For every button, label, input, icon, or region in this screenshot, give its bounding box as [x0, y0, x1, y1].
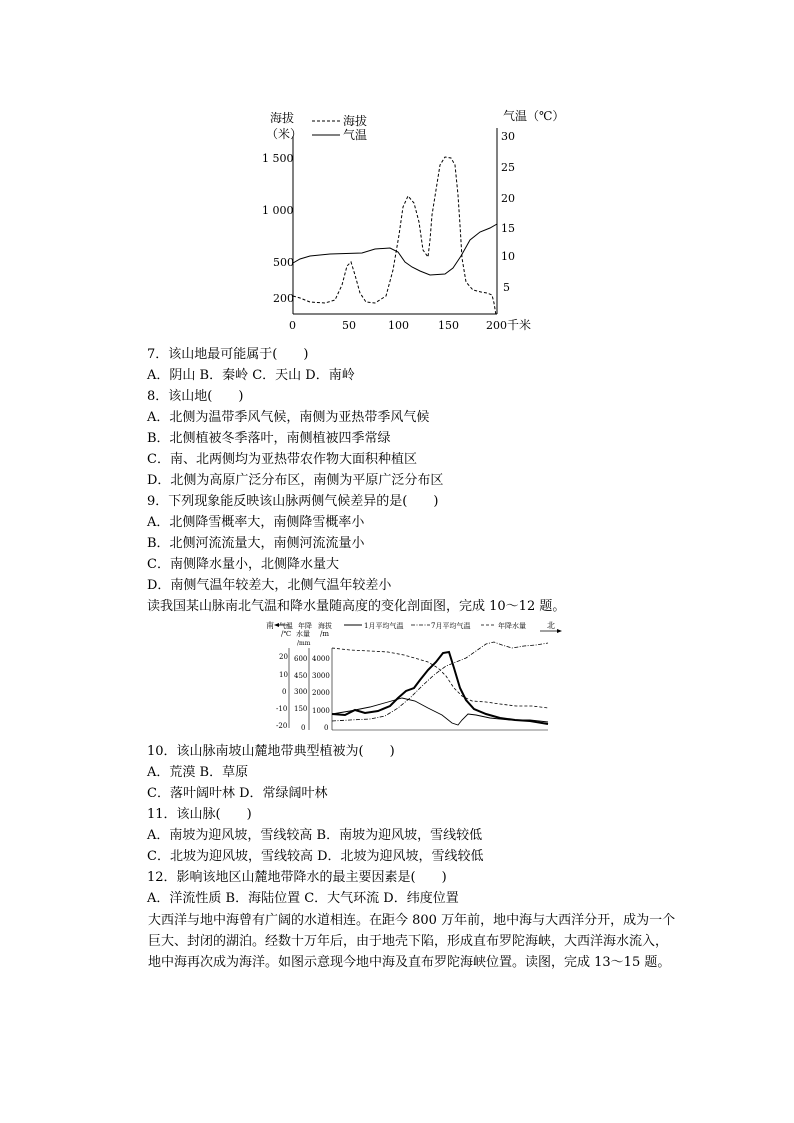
legend-jan: 1月平均气温	[364, 622, 404, 630]
alt-tick: 0	[324, 724, 329, 732]
question-9-option-a: A．北侧降雪概率大，南侧降雪概率小	[147, 515, 365, 530]
precip-tick: 300	[294, 688, 308, 696]
question-7: 7．该山地最可能属于( )	[147, 347, 309, 362]
left-axis-title-1: 海拔	[270, 111, 295, 125]
right-tick: 15	[501, 222, 515, 235]
north-label: 北	[547, 621, 555, 630]
question-11-options-cd: C．北坡为迎风坡，雪线较高 D．北坡为迎风坡，雪线较低	[147, 849, 484, 864]
temp-tick: 10	[279, 671, 288, 679]
legend-jul: 7月平均气温	[431, 622, 471, 630]
question-9-option-d: D．南侧气温年较差大，北侧气温年较差小	[147, 578, 392, 593]
question-8-option-b: B．北侧植被冬季落叶，南侧植被四季常绿	[147, 431, 391, 446]
temp-tick: -20	[276, 722, 288, 730]
question-7-options: A．阴山 B．秦岭 C．天山 D．南岭	[147, 368, 355, 383]
x-tick: 150	[438, 319, 459, 332]
terrain-profile	[332, 652, 548, 724]
legend-temperature: 气温	[343, 128, 368, 142]
col-alt-2: /m	[320, 630, 329, 638]
question-8-option-d: D．北侧为高原广泛分布区，南侧为平原广泛分布区	[147, 473, 444, 488]
question-8-option-c: C．南、北两侧均为亚热带农作物大面积种植区	[147, 452, 417, 467]
x-tick: 50	[342, 319, 356, 332]
mountain-profile-chart	[0, 618, 794, 738]
col-precip-2: 水量	[296, 630, 310, 638]
precip-tick: 600	[294, 655, 308, 663]
question-8-option-a: A．北侧为温带季风气候，南侧为亚热带季风气候	[147, 410, 430, 425]
question-10-options-cd: C．落叶阔叶林 D．常绿阔叶林	[147, 786, 328, 801]
altitude-temperature-chart	[0, 0, 794, 340]
question-10: 10．该山脉南坡山麓地带典型植被为( )	[147, 744, 395, 759]
right-tick: 10	[501, 250, 515, 263]
intro-13-15	[116, 910, 676, 973]
temp-tick: -10	[276, 705, 288, 713]
legend-altitude: 海拔	[343, 114, 368, 128]
question-11: 11．该山脉( )	[147, 807, 252, 822]
left-axis-title-2: （米）	[266, 127, 303, 141]
x-unit: 千米	[507, 318, 532, 332]
question-9: 9．下列现象能反映该山脉两侧气候差异的是( )	[147, 494, 439, 509]
alt-tick: 2000	[312, 689, 330, 697]
alt-tick: 1000	[312, 707, 330, 715]
col-precip-1: 年降	[298, 622, 312, 630]
south-label: 南	[266, 621, 274, 630]
question-8: 8．该山地( )	[147, 389, 244, 404]
precip-tick: 450	[294, 672, 308, 680]
right-tick: 5	[503, 281, 510, 294]
question-12: 12．影响该地区山麓地带降水的最主要因素是( )	[147, 870, 447, 885]
col-temp-2: /℃	[281, 630, 292, 638]
alt-tick: 4000	[312, 655, 330, 663]
precip-tick: 0	[301, 724, 306, 732]
alt-tick: 3000	[312, 672, 330, 680]
left-tick: 1 500	[262, 152, 294, 165]
x-tick: 100	[388, 319, 409, 332]
altitude-curve	[293, 157, 496, 315]
right-tick: 20	[501, 192, 515, 205]
temp-tick: 0	[282, 688, 287, 696]
legend-precip: 年降水量	[498, 622, 526, 630]
col-alt-1: 海拔	[318, 622, 332, 630]
question-10-options-ab: A．荒漠 B．草原	[147, 765, 249, 780]
x-tick: 200	[486, 319, 507, 332]
col-temp-1: 气温	[279, 622, 293, 630]
temperature-curve	[293, 224, 497, 275]
precip-tick: 150	[294, 705, 308, 713]
left-tick: 1 000	[262, 204, 294, 217]
left-tick: 200	[273, 292, 294, 305]
question-9-option-c: C．南侧降水量小，北侧降水量大	[147, 557, 339, 572]
july-temperature-curve	[332, 642, 548, 721]
right-axis-title: 气温（℃）	[503, 109, 565, 123]
right-tick: 30	[501, 130, 515, 143]
question-11-options-ab: A．南坡为迎风坡，雪线较高 B．南坡为迎风坡，雪线较低	[147, 828, 483, 843]
intro-13-15-text: 大西洋与地中海曾有广阔的水道相连。在距今 800 万年前，地中海与大西洋分开，成为一个巨大、封闭的湖泊。经数十万年后，由于地壳下陷，形成直布罗陀海峡，大西洋海水流入，地中海再次成为海洋。如图示意现今地中海及直布罗陀海峡位置。读图，完成 13～15 题。	[148, 913, 676, 970]
temp-tick: 20	[279, 653, 288, 661]
question-9-option-b: B．北侧河流流量大，南侧河流流量小	[147, 536, 365, 551]
intro-10-12: 读我国某山脉南北气温和降水量随高度的变化剖面图，完成 10～12 题。	[147, 599, 566, 614]
right-tick: 25	[501, 161, 515, 174]
arrow-right-icon	[557, 629, 562, 633]
col-precip-3: /mm	[297, 640, 311, 647]
question-12-options: A．洋流性质 B．海陆位置 C．大气环流 D．纬度位置	[147, 891, 459, 906]
x-tick: 0	[289, 319, 296, 332]
left-tick: 500	[273, 256, 294, 269]
